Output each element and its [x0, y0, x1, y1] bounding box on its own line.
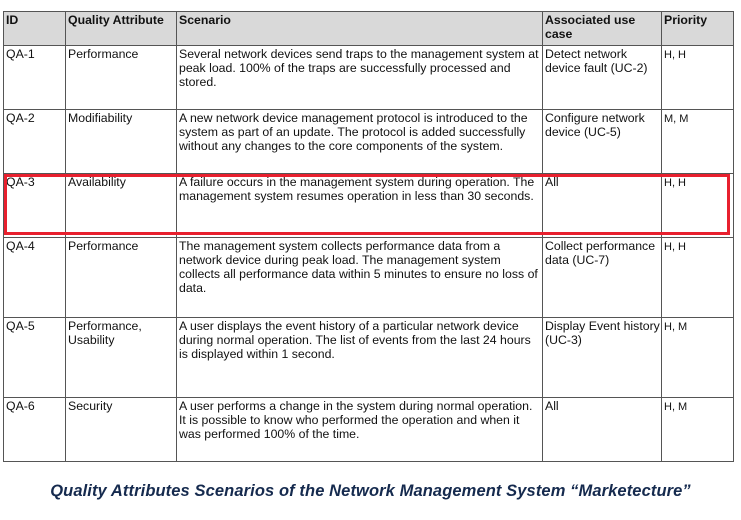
header-scenario: Scenario: [177, 12, 543, 46]
cell-id: QA-6: [4, 398, 66, 462]
table-row: [4, 238, 734, 318]
cell-id: QA-2: [4, 110, 66, 174]
header-id: ID: [4, 12, 66, 46]
cell-id: QA-5: [4, 318, 66, 398]
header-quality-attribute: Quality Attribute: [66, 12, 177, 46]
cell-quality-attribute: Security: [66, 398, 177, 462]
table-row-highlighted: [4, 174, 734, 238]
cell-quality-attribute: Modifiability: [66, 110, 177, 174]
cell-priority: H, H: [662, 238, 734, 318]
header-priority: Priority: [662, 12, 734, 46]
table-header-row: [4, 12, 734, 46]
cell-quality-attribute: Performance: [66, 46, 177, 110]
cell-associated-use-case: Configure network device (UC-5): [543, 110, 662, 174]
cell-priority: H, H: [662, 46, 734, 110]
cell-associated-use-case: All: [543, 174, 662, 238]
quality-attribute-table: [3, 11, 734, 462]
table-row: [4, 398, 734, 462]
table-row: [4, 46, 734, 110]
cell-id: QA-3: [4, 174, 66, 238]
cell-id: QA-1: [4, 46, 66, 110]
cell-id: QA-4: [4, 238, 66, 318]
cell-scenario: A failure occurs in the management system during operation. The management system resumes operation in less than 30 seconds.: [177, 174, 543, 238]
cell-priority: H, M: [662, 398, 734, 462]
table-row: [4, 318, 734, 398]
cell-priority: H, H: [662, 174, 734, 238]
cell-quality-attribute: Performance: [66, 238, 177, 318]
cell-scenario: A user displays the event history of a particular network device during normal operation. The list of events from the last 24 hours is displayed within 1 second.: [177, 318, 543, 398]
cell-scenario: A new network device management protocol is introduced to the system as part of an update. The protocol is added successfully without any changes to the core components of the system.: [177, 110, 543, 174]
cell-priority: M, M: [662, 110, 734, 174]
header-associated-use-case: Associated use case: [543, 12, 662, 46]
cell-scenario: Several network devices send traps to the management system at peak load. 100% of the traps are successfully processed and stored.: [177, 46, 543, 110]
cell-associated-use-case: All: [543, 398, 662, 462]
figure-caption: Quality Attributes Scenarios of the Network Management System “Marketecture”: [50, 482, 691, 500]
cell-quality-attribute: Performance, Usability: [66, 318, 177, 398]
cell-associated-use-case: Display Event history (UC-3): [543, 318, 662, 398]
cell-scenario: The management system collects performance data from a network device during peak load. The management system collects all performance data within 5 minutes to ensure no loss of data.: [177, 238, 543, 318]
cell-quality-attribute: Availability: [66, 174, 177, 238]
cell-scenario: A user performs a change in the system during normal operation. It is possible to know who performed the operation and when it was performed 100% of the time.: [177, 398, 543, 462]
cell-associated-use-case: Collect performance data (UC-7): [543, 238, 662, 318]
cell-priority: H, M: [662, 318, 734, 398]
cell-associated-use-case: Detect network device fault (UC-2): [543, 46, 662, 110]
table-row: [4, 110, 734, 174]
